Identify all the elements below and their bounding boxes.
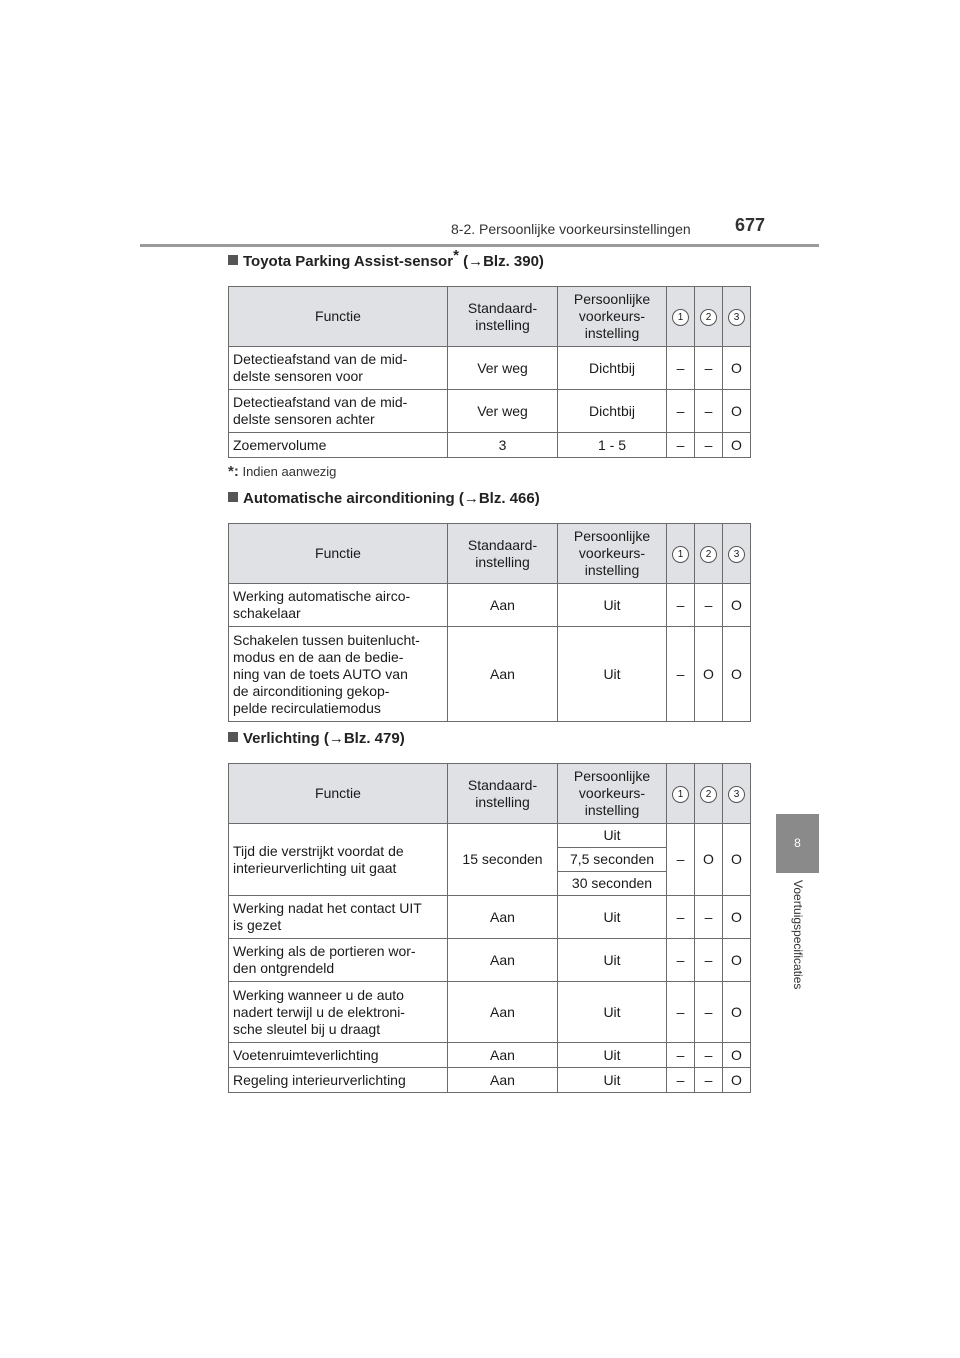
circled-2-icon: 2 (700, 546, 717, 563)
chapter-side-label (776, 880, 819, 1020)
cell-c2: – (695, 1068, 723, 1093)
bullet-square-icon (228, 255, 238, 265)
footnote (228, 463, 336, 480)
table-row (229, 1068, 751, 1093)
section-title-airco (228, 490, 540, 507)
col-header-function: Functie (229, 764, 448, 824)
col-header-1 (667, 524, 695, 584)
page-number: 677 (735, 215, 766, 235)
table-row (229, 433, 751, 458)
cell-c1: – (667, 433, 695, 458)
cell-personal: Uit (558, 896, 667, 939)
bullet-square-icon (228, 492, 238, 502)
cell-c1: – (667, 390, 695, 433)
col-header-function: Functie (229, 287, 448, 347)
col-header-3 (723, 524, 751, 584)
cell-personal: Dichtbij (558, 347, 667, 390)
circled-3-icon: 3 (728, 786, 745, 803)
cell-c1: – (667, 347, 695, 390)
cell-c3: O (723, 1068, 751, 1093)
circled-3-icon: 3 (728, 546, 745, 563)
section-title-ref: (→Blz. 390) (458, 253, 544, 270)
table-row (229, 347, 751, 390)
col-header-2 (695, 764, 723, 824)
circled-3-icon: 3 (728, 309, 745, 326)
cell-personal: Uit (558, 982, 667, 1043)
section-title-text: Verlichting (→Blz. 479) (243, 730, 405, 747)
cell-function: Tijd die verstrijkt voordat de interieurverlichting uit gaat (229, 824, 448, 896)
cell-default: Aan (448, 584, 558, 627)
footnote-marker: *: (228, 463, 239, 480)
cell-c1: – (667, 1043, 695, 1068)
cell-c1: – (667, 982, 695, 1043)
table-header-row (229, 524, 751, 584)
table-row (229, 982, 751, 1043)
cell-personal: 1 - 5 (558, 433, 667, 458)
cell-function: Zoemervolume (229, 433, 448, 458)
col-header-2 (695, 524, 723, 584)
cell-c1: – (667, 584, 695, 627)
cell-c3: O (723, 1043, 751, 1068)
cell-personal: Uit (558, 939, 667, 982)
cell-c3: O (723, 982, 751, 1043)
cell-default: Aan (448, 1043, 558, 1068)
cell-option: 30 seconden (558, 872, 667, 896)
cell-default: 3 (448, 433, 558, 458)
footnote-asterisk: * (453, 247, 459, 264)
col-header-2 (695, 287, 723, 347)
cell-function: Detectieafstand van de mid- delste sensoren achter (229, 390, 448, 433)
cell-default: Aan (448, 939, 558, 982)
cell-c3: O (723, 347, 751, 390)
cell-option: 7,5 seconden (558, 848, 667, 872)
circled-1-icon: 1 (672, 546, 689, 563)
cell-default: Aan (448, 627, 558, 722)
col-header-personal: Persoonlijke voorkeurs- instelling (558, 287, 667, 347)
table-row (229, 390, 751, 433)
circled-1-icon: 1 (672, 786, 689, 803)
cell-personal: Uit (558, 1068, 667, 1093)
cell-option: Uit (558, 824, 667, 848)
cell-c3: O (723, 939, 751, 982)
cell-c3: O (723, 896, 751, 939)
bullet-square-icon (228, 732, 238, 742)
table-row-group (229, 824, 751, 848)
table-row (229, 627, 751, 722)
cell-default: Ver weg (448, 347, 558, 390)
table-lighting (228, 763, 751, 1093)
circled-2-icon: 2 (700, 309, 717, 326)
cell-c1: – (667, 1068, 695, 1093)
table-airco (228, 523, 751, 722)
cell-c2: – (695, 390, 723, 433)
table-header (229, 764, 751, 824)
col-header-personal: Persoonlijke voorkeurs- instelling (558, 524, 667, 584)
cell-c3: O (723, 390, 751, 433)
cell-function: Werking wanneer u de auto nadert terwijl u de elektroni- sche sleutel bij u draagt (229, 982, 448, 1043)
cell-c3: O (723, 433, 751, 458)
cell-function: Werking als de portieren wor- den ontgrendeld (229, 939, 448, 982)
cell-c1: – (667, 824, 695, 896)
cell-function: Schakelen tussen buitenlucht- modus en de aan de bedie- ning van de toets AUTO van de airconditioning gekop- pelde recirculatiemodus (229, 627, 448, 722)
col-header-function: Functie (229, 524, 448, 584)
cell-c2: – (695, 896, 723, 939)
col-header-3 (723, 764, 751, 824)
table-row (229, 1043, 751, 1068)
circled-1-icon: 1 (672, 309, 689, 326)
cell-personal: Dichtbij (558, 390, 667, 433)
cell-c2: – (695, 939, 723, 982)
cell-personal: Uit (558, 584, 667, 627)
cell-c3: O (723, 584, 751, 627)
cell-c3: O (723, 627, 751, 722)
col-header-1 (667, 287, 695, 347)
cell-function: Werking nadat het contact UIT is gezet (229, 896, 448, 939)
chapter-title: Voertuigspecificaties (790, 880, 805, 990)
cell-default: 15 seconden (448, 824, 558, 896)
cell-c2: – (695, 584, 723, 627)
table-row (229, 584, 751, 627)
cell-personal: Uit (558, 627, 667, 722)
table-header (229, 287, 751, 347)
table-header-row (229, 287, 751, 347)
cell-default: Aan (448, 1068, 558, 1093)
cell-c2: O (695, 627, 723, 722)
running-header: 8-2. Persoonlijke voorkeursinstellingen (451, 221, 691, 237)
circled-2-icon: 2 (700, 786, 717, 803)
col-header-default: Standaard- instelling (448, 287, 558, 347)
chapter-tab: 8 (776, 814, 819, 873)
cell-default: Aan (448, 896, 558, 939)
col-header-1 (667, 764, 695, 824)
table-row (229, 896, 751, 939)
col-header-default: Standaard- instelling (448, 764, 558, 824)
col-header-default: Standaard- instelling (448, 524, 558, 584)
table-row (229, 939, 751, 982)
cell-c2: O (695, 824, 723, 896)
cell-c1: – (667, 939, 695, 982)
cell-default: Ver weg (448, 390, 558, 433)
section-title-parking-assist (228, 247, 544, 270)
cell-personal: Uit (558, 1043, 667, 1068)
section-title-text: Toyota Parking Assist-sensor (243, 253, 454, 270)
col-header-personal: Persoonlijke voorkeurs- instelling (558, 764, 667, 824)
footnote-text: Indien aanwezig (238, 464, 337, 479)
col-header-3 (723, 287, 751, 347)
cell-c2: – (695, 433, 723, 458)
table-parking-assist (228, 286, 751, 458)
cell-function: Regeling interieurverlichting (229, 1068, 448, 1093)
cell-function: Werking automatische airco- schakelaar (229, 584, 448, 627)
cell-c1: – (667, 627, 695, 722)
cell-c2: – (695, 1043, 723, 1068)
section-title-lighting (228, 730, 405, 747)
table-header-row (229, 764, 751, 824)
cell-c3: O (723, 824, 751, 896)
section-title-text: Automatische airconditioning (→Blz. 466) (243, 490, 540, 507)
header-divider (140, 244, 819, 247)
cell-function: Voetenruimteverlichting (229, 1043, 448, 1068)
cell-default: Aan (448, 982, 558, 1043)
table-header (229, 524, 751, 584)
cell-c2: – (695, 982, 723, 1043)
cell-c1: – (667, 896, 695, 939)
cell-c2: – (695, 347, 723, 390)
cell-function: Detectieafstand van de mid- delste sensoren voor (229, 347, 448, 390)
